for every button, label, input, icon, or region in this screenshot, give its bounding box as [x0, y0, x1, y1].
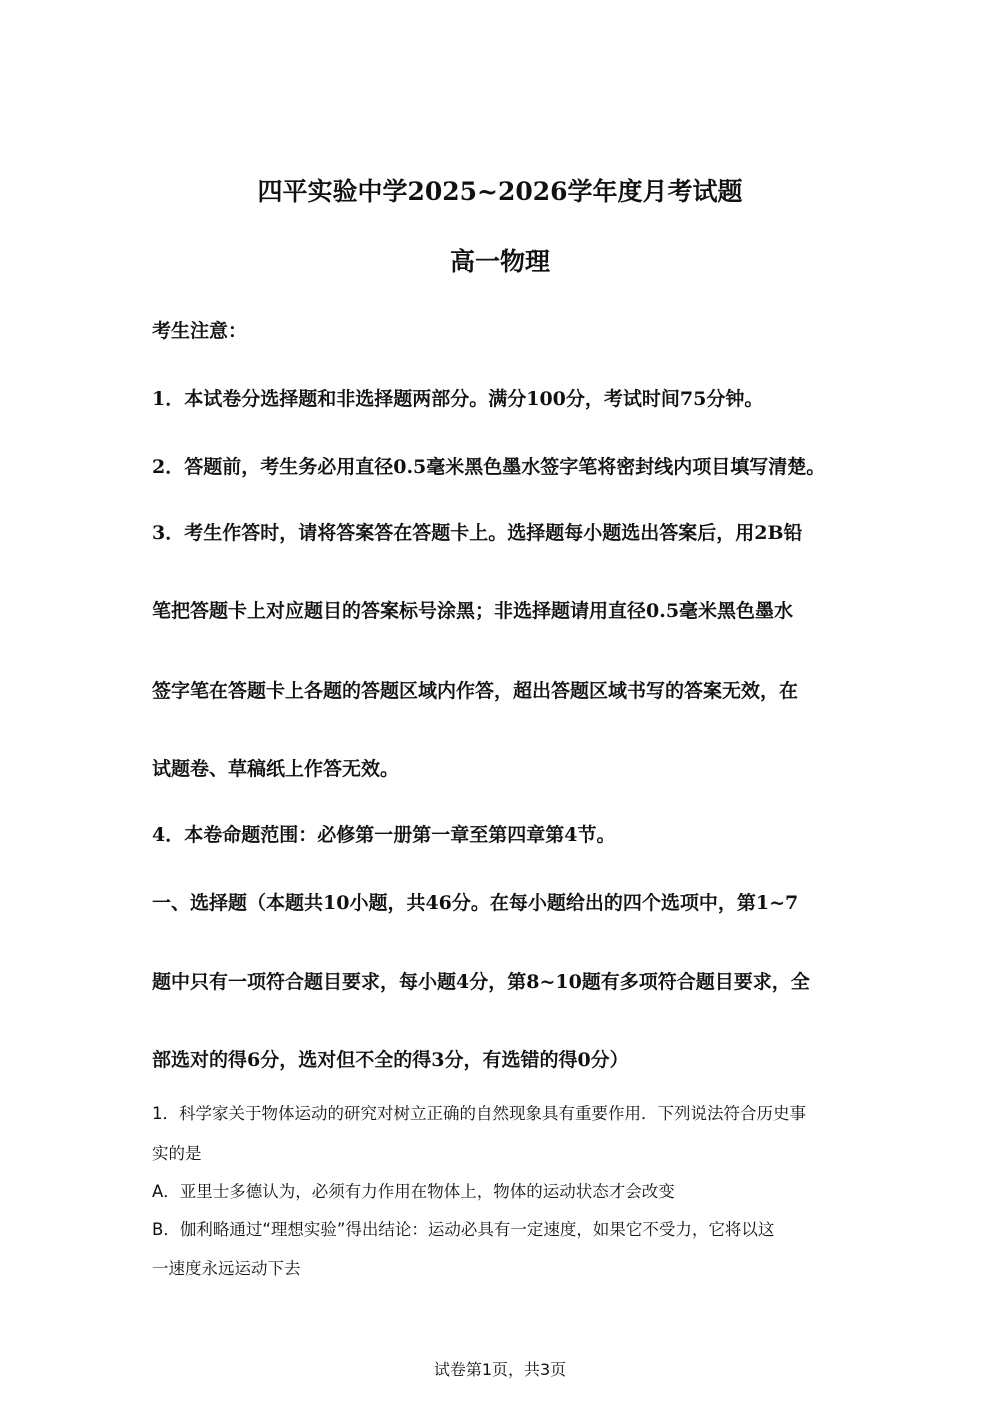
question-1-stem-line-1: 1．科学家关于物体运动的研究对树立正确的自然现象具有重要作用．下列说法符合历史事	[152, 1104, 806, 1123]
notice-item-1: 1．本试卷分选择题和非选择题两部分。满分100分，考试时间75分钟。	[152, 388, 764, 410]
notice-item-3-line-2: 笔把答题卡上对应题目的答案标号涂黑；非选择题请用直径0.5毫米黑色墨水	[152, 600, 794, 622]
question-1-option-b-line-1: B．伽利略通过“理想实验”得出结论：运动必具有一定速度，如果它不受力，它将以这	[152, 1220, 775, 1239]
section-1-heading-line-2: 题中只有一项符合题目要求，每小题4分，第8~10题有多项符合题目要求，全	[152, 971, 810, 993]
question-1-stem-line-2: 实的是	[152, 1144, 202, 1163]
section-1-heading-line-1: 一、选择题（本题共10小题，共46分。在每小题给出的四个选项中，第1~7	[152, 892, 799, 914]
notice-item-2: 2．答题前，考生务必用直径0.5毫米黑色墨水签字笔将密封线内项目填写清楚。	[152, 456, 826, 478]
notice-heading: 考生注意：	[152, 320, 248, 342]
subject-title: 高一物理	[449, 247, 550, 276]
page-number-footer: 试卷第1页，共3页	[433, 1360, 567, 1379]
question-1-option-a: A．亚里士多德认为，必须有力作用在物体上，物体的运动状态才会改变	[152, 1182, 675, 1201]
question-1-option-b-line-2: 一速度永远运动下去	[152, 1259, 301, 1278]
section-1-heading-line-3: 部选对的得6分，选对但不全的得3分，有选错的得0分）	[152, 1049, 629, 1071]
exam-title: 四平实验中学2025~2026学年度月考试题	[257, 177, 743, 206]
notice-item-4: 4．本卷命题范围：必修第一册第一章至第四章第4节。	[152, 824, 616, 846]
notice-item-3-line-3: 签字笔在答题卡上各题的答题区域内作答，超出答题区域书写的答案无效，在	[152, 680, 799, 702]
notice-item-3-line-4: 试题卷、草稿纸上作答无效。	[152, 758, 400, 780]
notice-item-3-line-1: 3．考生作答时，请将答案答在答题卡上。选择题每小题选出答案后，用2B铅	[152, 522, 803, 544]
